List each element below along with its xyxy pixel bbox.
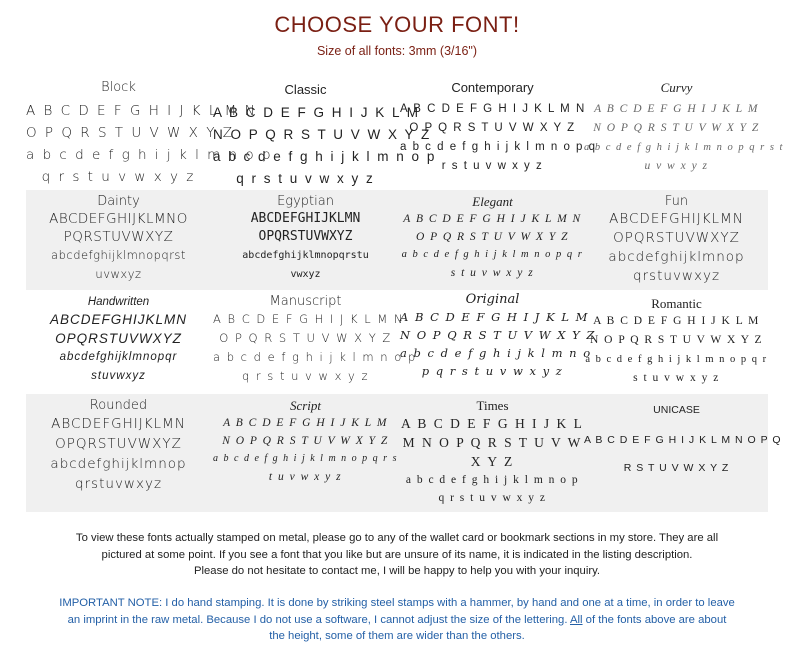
sample-line: qrstuvwxyz [632, 268, 721, 284]
sample-line: ABCDEFGHIJKLMN [49, 312, 188, 327]
sample-line: abcdefghijklmnopqrst [51, 248, 186, 262]
font-name: Script [289, 398, 322, 413]
font-sample-classic [213, 82, 437, 190]
sample-line: ABCDEFGHIJKLMN [609, 211, 744, 227]
font-sample-handwritten [26, 294, 211, 386]
sample-line: A B C D E F G H I J K L M [223, 417, 388, 429]
sample-line: q r s t u v w x y z [236, 171, 375, 186]
sample-line: s t u v w x y z [633, 372, 720, 384]
sample-line: A B C D E F G H I J K L [401, 416, 584, 431]
sample-line: A B C D E F G H I J K L M N O P Q [584, 434, 782, 446]
font-sample-contemporary [400, 80, 597, 176]
sample-line: N O P Q R S T U V W X Y Z [590, 334, 763, 346]
font-name: Egyptian [277, 194, 334, 209]
sample-line: A B C D E F G H I J K L M N [400, 103, 586, 115]
font-sample-unicase [584, 402, 782, 482]
font-name: Classic [284, 82, 327, 97]
font-name: Manuscript [269, 294, 342, 309]
note-text: an imprint in the raw metal. Because I do not use a software, I cannot adjust the size of the lettering. [67, 613, 568, 626]
font-name: Elegant [472, 194, 513, 209]
sample-line: abcdefghijklmnopqrstu [242, 250, 369, 261]
sample-line: R S T U V W X Y Z [623, 462, 730, 474]
sample-line: A B C D E F G H I J K L M N [213, 312, 404, 326]
sample-line: A B C D E F G H I J K L M N [26, 103, 257, 119]
page-title: CHOOSE YOUR FONT! [274, 12, 520, 37]
sample-line: a b c d e f g h i j k l m n o p [405, 474, 580, 486]
sample-line: A B C D E F G H I J K L M [213, 105, 421, 120]
font-name: Block [101, 80, 136, 95]
sample-line: a b c d e f g h i j k l m n o p q r s [213, 453, 398, 464]
font-name: Dainty [97, 194, 140, 209]
font-sample-egyptian [213, 194, 398, 284]
sample-line: a b c d e f g h i j k l m n o p [26, 147, 273, 163]
font-sample-times [400, 398, 585, 507]
sample-line: OPQRSTUVWXYZ [258, 229, 353, 244]
sample-line: A B C D E F G H I J K L M [400, 310, 589, 324]
sample-line: M N O P Q R S T U V W [402, 435, 583, 450]
sample-line: s t u v w x y z [450, 267, 535, 279]
sample-line: abcdefghijklmnop [608, 249, 745, 265]
sample-line: a b c d e f g h i j k l m n o p q [400, 141, 597, 153]
sample-line: O P Q R S T U V W X Y Z [26, 125, 234, 141]
sample-line: a b c d e f g h i j k l m n o p q r [401, 249, 584, 260]
font-sample-elegant [400, 194, 585, 282]
sample-line: vwxyz [290, 269, 321, 280]
font-name: Contemporary [451, 80, 534, 95]
sample-line: O P Q R S T U V W X Y Z [415, 231, 570, 243]
sample-line: O P Q R S T U V W X Y Z [409, 122, 576, 134]
note-line [20, 612, 774, 629]
font-name: Original [465, 292, 520, 307]
sample-line: t u v w x y z [268, 471, 343, 483]
info-line: pictured at some point. If you see a font that you like but are unsure of its name, it is indicated in the listing description. [101, 548, 693, 561]
font-name: Times [476, 398, 509, 413]
font-sample-script [213, 398, 398, 486]
font-name: Handwritten [87, 296, 150, 308]
note-text: of the fonts above are about [582, 613, 727, 626]
sample-line: a b c d e f g h i j k l m n o [400, 346, 592, 360]
font-grid [26, 74, 784, 512]
font-name: Fun [664, 194, 689, 209]
font-sample-original [400, 292, 596, 380]
sample-line: A B C D E F G H I J K L M [594, 103, 759, 115]
font-name: UNICASE [653, 404, 700, 416]
info-line: Please do not hesitate to contact me, I will be happy to help you with your inquiry. [193, 565, 601, 577]
font-sample-fun [584, 194, 769, 286]
sample-line: stuvwxyz [91, 370, 146, 382]
sample-line: a b c d e f g h i j k l m n o p q r [585, 354, 768, 365]
note-emphasis: All [569, 613, 583, 626]
note-line: the height, some of them are wider than the others. [269, 630, 525, 642]
note-line: IMPORTANT NOTE: I do hand stamping. It is done by striking steel stamps with a hammer, by hand and one at a time, in order to leave [59, 597, 735, 609]
font-sample-manuscript [213, 294, 417, 386]
sample-line: a b c d e f g h i j k l m n o p q r s t [584, 142, 784, 153]
important-note [20, 595, 774, 645]
font-name: Rounded [89, 398, 148, 413]
sample-line: a b c d e f g h i j k l m n o p [213, 350, 417, 364]
font-name: Romantic [651, 296, 702, 311]
sample-line: ABCDEFGHIJKLMN [51, 416, 186, 432]
sample-line: A B C D E F G H I J K L M [593, 315, 760, 327]
font-sample-romantic [584, 296, 769, 388]
sample-line: N O P Q R S T U V W X Y Z [213, 127, 432, 142]
sample-line: OPQRSTUVWXYZ [55, 436, 182, 452]
sample-line: qrstuvwxyz [74, 476, 163, 492]
sample-line: OPQRSTUVWXYZ [613, 230, 740, 246]
sample-line: N O P Q R S T U V W X Y Z [593, 122, 760, 134]
sample-line: N O P Q R S T U V W X Y Z [222, 435, 389, 447]
sample-line: ABCDEFGHIJKLMNO [49, 211, 188, 227]
sample-line: p q r s t u v w x y z [421, 364, 564, 378]
sample-line: A B C D E F G H I J K L M N [403, 213, 582, 225]
font-sample-block [26, 80, 273, 188]
sample-line: OPQRSTUVWXYZ [55, 331, 182, 346]
sample-line: N O P Q R S T U V W X Y Z [400, 328, 596, 342]
sample-line: q r s t u v w x y z [438, 492, 547, 504]
sample-line: abcdefghijklmnop [50, 456, 187, 472]
sample-line: PQRSTUVWXYZ [63, 229, 174, 245]
font-sample-curvy [584, 80, 784, 176]
page-subtitle: Size of all fonts: 3mm (3/16") [316, 44, 478, 58]
sample-line: ABCDEFGHIJKLMN [250, 211, 361, 226]
font-name: Curvy [660, 80, 693, 95]
sample-line: abcdefghijklmnopqr [59, 351, 178, 363]
sample-line: q r s t u v w x y z [241, 369, 370, 383]
sample-line: a b c d e f g h i j k l m n o p [213, 149, 437, 164]
sample-line: O P Q R S T U V W X Y Z [219, 331, 392, 345]
sample-line: uvwxyz [95, 267, 142, 281]
sample-line: X Y Z [470, 454, 515, 469]
font-sample-rounded [26, 398, 211, 494]
sample-line: u v w x y z [644, 160, 709, 172]
sample-line: r s t u v w x y z [441, 160, 544, 172]
font-sample-dainty [26, 194, 211, 284]
sample-line: q r s t u v w x y z [41, 169, 196, 185]
info-paragraph [20, 530, 774, 580]
info-line: To view these fonts actually stamped on metal, please go to any of the wallet card or bookmark sections in my store. They are all [75, 532, 719, 544]
